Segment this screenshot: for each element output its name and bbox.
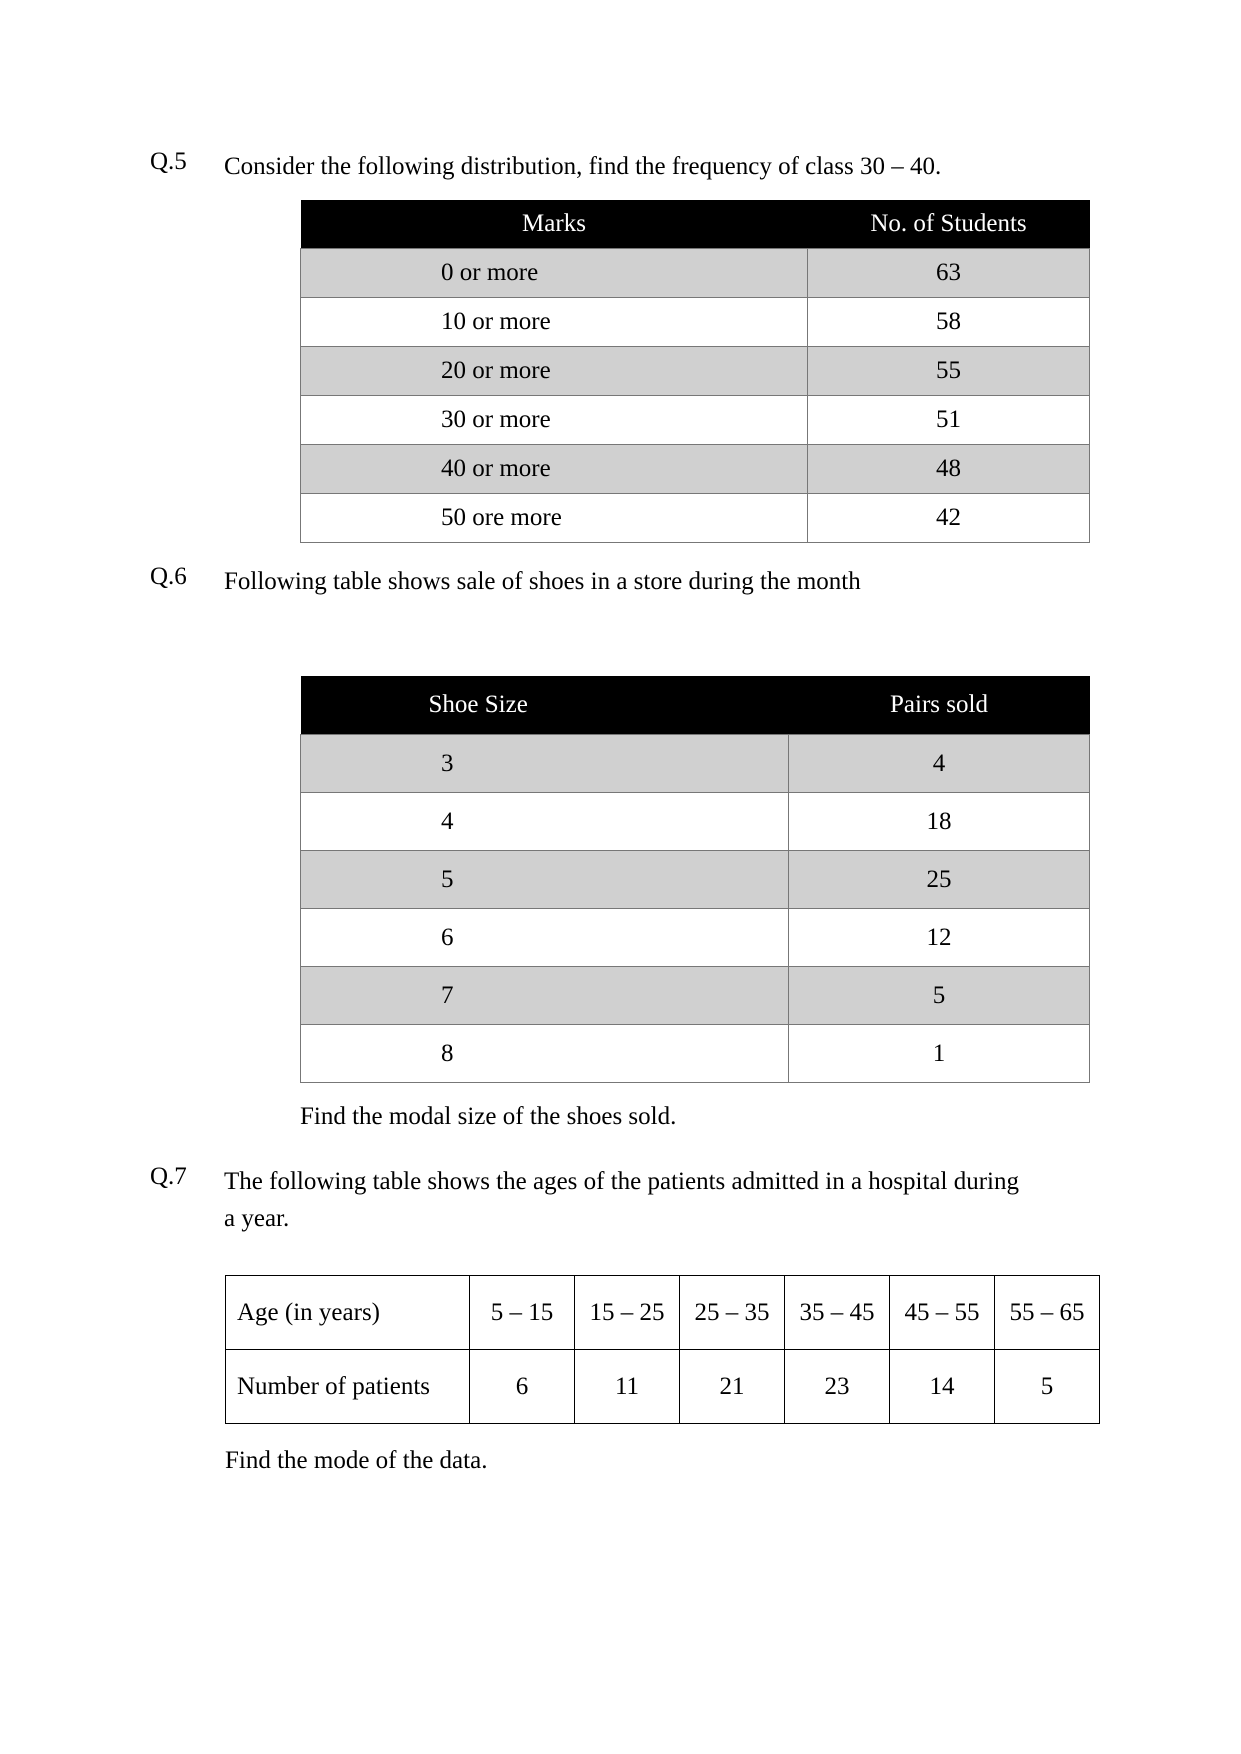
column-header-marks: Marks	[301, 200, 808, 249]
cell-students: 42	[808, 494, 1090, 543]
table-header-row	[301, 676, 1090, 735]
cell-shoe-size: 6	[301, 909, 789, 967]
patient-ages-table	[225, 1275, 1100, 1424]
cell-pairs-sold: 5	[789, 967, 1090, 1025]
cell-marks: 20 or more	[301, 347, 808, 396]
row-label-age: Age (in years)	[226, 1276, 470, 1350]
table-row	[301, 1025, 1090, 1083]
question-number: Q.5	[150, 148, 187, 175]
cell-marks: 50 ore more	[301, 494, 808, 543]
cell-shoe-size: 8	[301, 1025, 789, 1083]
cell-age-range: 35 – 45	[785, 1276, 890, 1350]
column-header-students: No. of Students	[808, 200, 1090, 249]
question-number: Q.7	[150, 1163, 187, 1190]
cell-shoe-size: 3	[301, 735, 789, 793]
cell-patient-count: 5	[995, 1350, 1100, 1424]
cell-pairs-sold: 25	[789, 851, 1090, 909]
cell-age-range: 25 – 35	[680, 1276, 785, 1350]
question-text: Following table shows sale of shoes in a store during the month	[224, 568, 861, 595]
cell-shoe-size: 7	[301, 967, 789, 1025]
cell-pairs-sold: 18	[789, 793, 1090, 851]
column-header-shoe-size: Shoe Size	[301, 676, 789, 735]
cell-patient-count: 11	[575, 1350, 680, 1424]
row-label-patients: Number of patients	[226, 1350, 470, 1424]
table-row	[301, 735, 1090, 793]
cell-patient-count: 14	[890, 1350, 995, 1424]
cell-patient-count: 23	[785, 1350, 890, 1424]
table-row	[301, 851, 1090, 909]
question-number: Q.6	[150, 563, 187, 590]
question-text	[224, 1163, 1124, 1237]
cell-shoe-size: 5	[301, 851, 789, 909]
question-text: Consider the following distribution, find the frequency of class 30 – 40.	[224, 153, 942, 180]
cell-patient-count: 21	[680, 1350, 785, 1424]
cell-patient-count: 6	[470, 1350, 575, 1424]
table-row	[301, 793, 1090, 851]
column-header-pairs-sold: Pairs sold	[789, 676, 1090, 735]
cell-age-range: 15 – 25	[575, 1276, 680, 1350]
cell-students: 51	[808, 396, 1090, 445]
cell-students: 55	[808, 347, 1090, 396]
shoe-sales-table	[300, 676, 1090, 1083]
table-row	[226, 1276, 1100, 1350]
cell-pairs-sold: 4	[789, 735, 1090, 793]
cell-students: 48	[808, 445, 1090, 494]
marks-distribution-table	[300, 200, 1090, 543]
table-row	[301, 249, 1090, 298]
table-row	[301, 967, 1090, 1025]
cell-marks: 10 or more	[301, 298, 808, 347]
cell-marks: 0 or more	[301, 249, 808, 298]
question-text-line: a year.	[224, 1205, 290, 1232]
cell-age-range: 55 – 65	[995, 1276, 1100, 1350]
table-row	[301, 396, 1090, 445]
question-7-followup: Find the mode of the data.	[225, 1447, 488, 1474]
cell-students: 63	[808, 249, 1090, 298]
table-row	[301, 494, 1090, 543]
table-row	[301, 347, 1090, 396]
table-row	[301, 909, 1090, 967]
table-row	[301, 298, 1090, 347]
table-header-row	[301, 200, 1090, 249]
cell-age-range: 45 – 55	[890, 1276, 995, 1350]
cell-marks: 30 or more	[301, 396, 808, 445]
cell-students: 58	[808, 298, 1090, 347]
question-text-line: The following table shows the ages of the patients admitted in a hospital during	[224, 1168, 1019, 1195]
table-row	[301, 445, 1090, 494]
table-row	[226, 1350, 1100, 1424]
cell-pairs-sold: 1	[789, 1025, 1090, 1083]
cell-shoe-size: 4	[301, 793, 789, 851]
cell-age-range: 5 – 15	[470, 1276, 575, 1350]
cell-marks: 40 or more	[301, 445, 808, 494]
question-6-followup: Find the modal size of the shoes sold.	[300, 1103, 677, 1130]
cell-pairs-sold: 12	[789, 909, 1090, 967]
